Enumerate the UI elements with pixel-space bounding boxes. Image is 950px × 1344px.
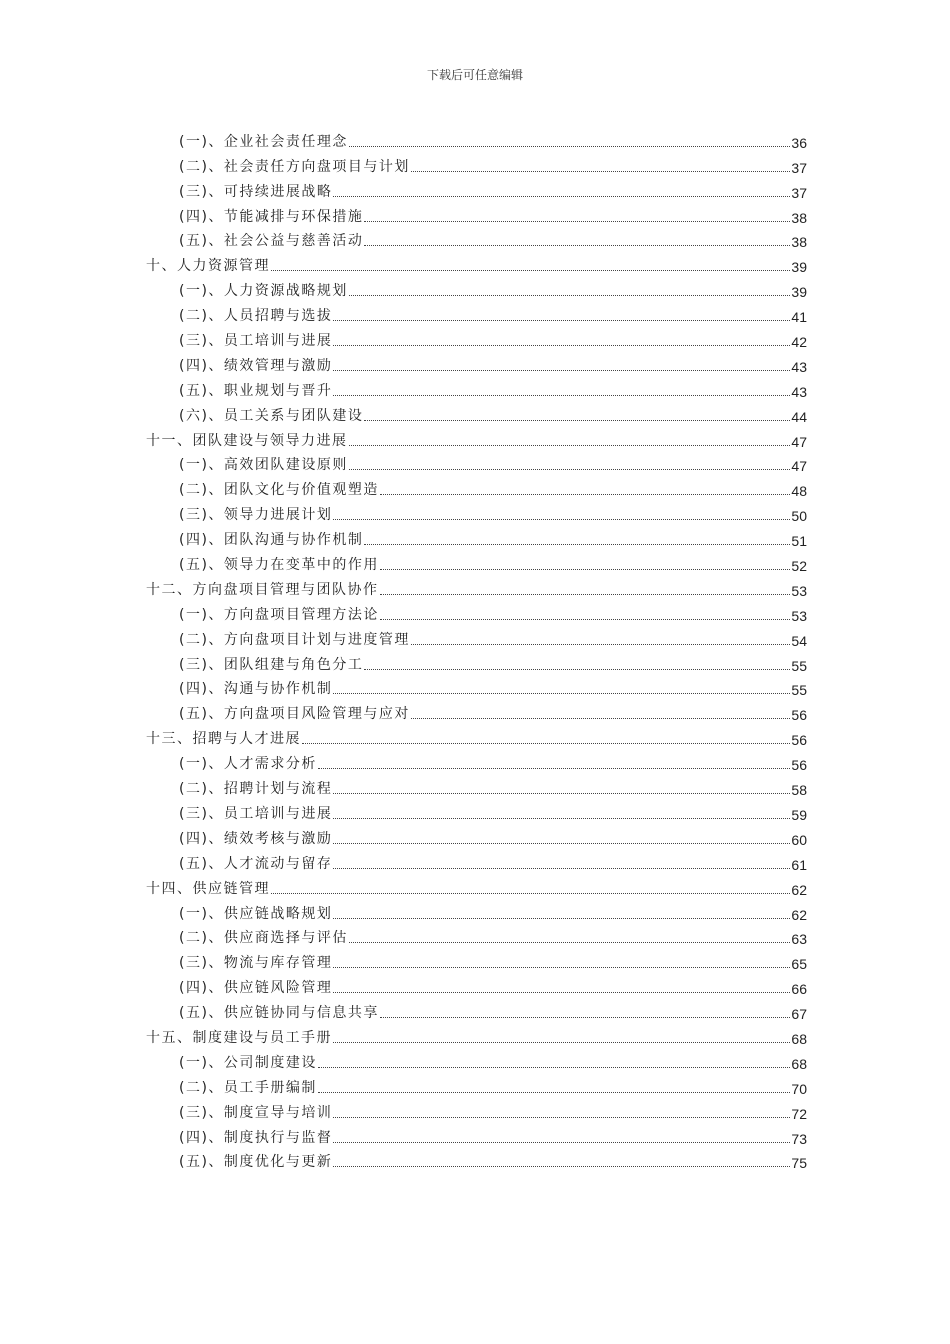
toc-dot-leader [411, 170, 790, 172]
toc-page-number: 67 [791, 1006, 807, 1023]
toc-entry-label: 十二、方向盘项目管理与团队协作 [146, 581, 379, 598]
toc-dot-leader [380, 1016, 790, 1018]
toc-page-number: 63 [791, 931, 807, 948]
toc-page-number: 59 [791, 806, 807, 823]
toc-dot-leader [349, 468, 790, 470]
toc-section-entry[interactable] [146, 674, 807, 699]
toc-section-entry[interactable] [146, 1122, 807, 1147]
toc-dot-leader [333, 344, 790, 346]
toc-page-number: 56 [791, 732, 807, 749]
toc-section-entry[interactable] [146, 375, 807, 400]
toc-dot-leader [333, 1041, 790, 1043]
toc-page-number: 62 [791, 906, 807, 923]
toc-page-number: 36 [791, 134, 807, 151]
toc-dot-leader [318, 1091, 790, 1093]
toc-chapter-entry[interactable] [146, 250, 807, 275]
toc-entry-label: (四)、节能减排与环保措施 [179, 208, 364, 225]
toc-dot-leader [318, 1066, 790, 1068]
toc-entry-label: (四)、团队沟通与协作机制 [179, 532, 364, 549]
toc-entry-label: (四)、供应链风险管理 [179, 980, 333, 997]
toc-page-number: 43 [791, 383, 807, 400]
toc-entry-label: 十一、团队建设与领导力进展 [146, 432, 348, 449]
toc-dot-leader [380, 593, 791, 595]
toc-section-entry[interactable] [146, 972, 807, 997]
toc-dot-leader [411, 643, 790, 645]
toc-entry-label: (一)、公司制度建设 [179, 1054, 317, 1071]
toc-page-number: 55 [791, 657, 807, 674]
toc-dot-leader [271, 269, 790, 271]
toc-entry-label: (五)、领导力在变革中的作用 [179, 557, 379, 574]
toc-dot-leader [333, 518, 790, 520]
toc-entry-label: (三)、员工培训与进展 [179, 333, 333, 350]
toc-dot-leader [380, 618, 790, 620]
toc-section-entry[interactable] [146, 201, 807, 226]
toc-entry-label: (四)、绩效管理与激励 [179, 357, 333, 374]
toc-dot-leader [380, 568, 790, 570]
toc-entry-label: (一)、人力资源战略规划 [179, 283, 348, 300]
toc-dot-leader [364, 668, 790, 670]
toc-entry-label: (五)、供应链协同与信息共享 [179, 1005, 379, 1022]
toc-dot-leader [349, 145, 790, 147]
page-header: 下载后可任意编辑 [426, 68, 523, 82]
toc-entry-label: (二)、供应商选择与评估 [179, 930, 348, 947]
toc-entry-label: (五)、社会公益与慈善活动 [179, 233, 364, 250]
toc-page-number: 70 [791, 1080, 807, 1097]
toc-dot-leader [333, 369, 790, 371]
toc-entry-label: (三)、制度宣导与培训 [179, 1104, 333, 1121]
toc-page-number: 68 [791, 1030, 807, 1047]
toc-entry-label: (五)、人才流动与留存 [179, 855, 333, 872]
toc-dot-leader [333, 1116, 790, 1118]
toc-page-number: 47 [791, 433, 807, 450]
toc-section-entry[interactable] [146, 823, 807, 848]
toc-dot-leader [333, 966, 790, 968]
toc-page-number: 75 [791, 1155, 807, 1172]
toc-section-entry[interactable] [146, 350, 807, 375]
toc-section-entry[interactable] [146, 1047, 807, 1072]
toc-dot-leader [271, 892, 790, 894]
toc-dot-leader [333, 319, 790, 321]
toc-page-number: 54 [791, 632, 807, 649]
toc-page-number: 53 [791, 582, 807, 599]
toc-entry-label: (一)、高效团队建设原则 [179, 457, 348, 474]
toc-chapter-entry[interactable] [146, 425, 807, 450]
toc-dot-leader [349, 294, 790, 296]
toc-entry-label: (一)、企业社会责任理念 [179, 133, 348, 150]
toc-dot-leader [364, 220, 790, 222]
toc-section-entry[interactable] [146, 549, 807, 574]
toc-entry-label: (三)、领导力进展计划 [179, 507, 333, 524]
toc-entry-label: (六)、员工关系与团队建设 [179, 407, 364, 424]
toc-section-entry[interactable] [146, 748, 807, 773]
toc-page-number: 38 [791, 209, 807, 226]
toc-dot-leader [333, 1165, 790, 1167]
toc-page-number: 47 [791, 458, 807, 475]
toc-entry-label: (五)、职业规划与晋升 [179, 382, 333, 399]
toc-dot-leader [333, 792, 790, 794]
toc-dot-leader [333, 394, 790, 396]
toc-dot-leader [364, 244, 790, 246]
toc-page-number: 52 [791, 558, 807, 575]
toc-section-entry[interactable] [146, 450, 807, 475]
toc-dot-leader [302, 742, 790, 744]
toc-chapter-entry[interactable] [146, 723, 807, 748]
toc-entry-label: 十三、招聘与人才进展 [146, 731, 301, 748]
toc-section-entry[interactable] [146, 1097, 807, 1122]
toc-entry-label: 十五、制度建设与员工手册 [146, 1029, 332, 1046]
toc-entry-label: (四)、制度执行与监督 [179, 1129, 333, 1146]
toc-page-number: 56 [791, 707, 807, 724]
toc-chapter-entry[interactable] [146, 1022, 807, 1047]
toc-page-number: 39 [791, 284, 807, 301]
toc-section-entry[interactable] [146, 1072, 807, 1097]
toc-page-number: 73 [791, 1130, 807, 1147]
toc-section-entry[interactable] [146, 126, 807, 151]
toc-section-entry[interactable] [146, 226, 807, 251]
toc-dot-leader [333, 195, 790, 197]
toc-page-number: 48 [791, 483, 807, 500]
toc-dot-leader [411, 717, 790, 719]
toc-section-entry[interactable] [146, 275, 807, 300]
toc-section-entry[interactable] [146, 649, 807, 674]
toc-entry-label: (一)、人才需求分析 [179, 756, 317, 773]
toc-section-entry[interactable] [146, 997, 807, 1022]
toc-dot-leader [318, 767, 790, 769]
toc-page-number: 61 [791, 856, 807, 873]
toc-section-entry[interactable] [146, 599, 807, 624]
toc-page-number: 43 [791, 358, 807, 375]
toc-entry-label: (二)、团队文化与价值观塑造 [179, 482, 379, 499]
toc-page-number: 58 [791, 782, 807, 799]
toc-section-entry[interactable] [146, 773, 807, 798]
toc-section-entry[interactable] [146, 151, 807, 176]
toc-section-entry[interactable] [146, 624, 807, 649]
toc-dot-leader [333, 917, 790, 919]
toc-entry-label: (五)、方向盘项目风险管理与应对 [179, 706, 410, 723]
toc-page-number: 41 [791, 309, 807, 326]
toc-dot-leader [364, 419, 790, 421]
toc-section-entry[interactable] [146, 176, 807, 201]
toc-page-number: 42 [791, 334, 807, 351]
toc-section-entry[interactable] [146, 325, 807, 350]
toc-entry-label: (二)、人员招聘与选拔 [179, 308, 333, 325]
toc-section-entry[interactable] [146, 1147, 807, 1172]
toc-entry-label: (四)、沟通与协作机制 [179, 681, 333, 698]
toc-dot-leader [333, 817, 790, 819]
toc-section-entry[interactable] [146, 300, 807, 325]
toc-page-number: 50 [791, 508, 807, 525]
toc-entry-label: 十、人力资源管理 [146, 258, 270, 275]
toc-chapter-entry[interactable] [146, 873, 807, 898]
toc-entry-label: (二)、社会责任方向盘项目与计划 [179, 158, 410, 175]
toc-dot-leader [333, 842, 790, 844]
toc-page-number: 60 [791, 831, 807, 848]
toc-chapter-entry[interactable] [146, 574, 807, 599]
toc-dot-leader [364, 543, 790, 545]
toc-section-entry[interactable] [146, 524, 807, 549]
toc-section-entry[interactable] [146, 923, 807, 948]
toc-entry-label: (三)、物流与库存管理 [179, 955, 333, 972]
toc-entry-label: (一)、供应链战略规划 [179, 905, 333, 922]
toc-entry-label: (三)、可持续进展战略 [179, 183, 333, 200]
toc-entry-label: (五)、制度优化与更新 [179, 1154, 333, 1171]
toc-dot-leader [333, 692, 790, 694]
toc-entry-label: (四)、绩效考核与激励 [179, 830, 333, 847]
toc-page-number: 51 [791, 533, 807, 550]
toc-entry-label: (三)、团队组建与角色分工 [179, 656, 364, 673]
toc-entry-label: 十四、供应链管理 [146, 880, 270, 897]
toc-page-number: 53 [791, 607, 807, 624]
toc-section-entry[interactable] [146, 947, 807, 972]
toc-page-number: 68 [791, 1055, 807, 1072]
toc-page-number: 66 [791, 981, 807, 998]
toc-page-number: 62 [791, 881, 807, 898]
toc-page-number: 65 [791, 956, 807, 973]
table-of-contents [146, 126, 807, 1171]
toc-page-number: 44 [791, 408, 807, 425]
toc-entry-label: (三)、员工培训与进展 [179, 805, 333, 822]
toc-entry-label: (一)、方向盘项目管理方法论 [179, 606, 379, 623]
toc-section-entry[interactable] [146, 798, 807, 823]
toc-section-entry[interactable] [146, 848, 807, 873]
toc-section-entry[interactable] [146, 400, 807, 425]
toc-section-entry[interactable] [146, 474, 807, 499]
toc-dot-leader [380, 493, 790, 495]
toc-dot-leader [333, 991, 790, 993]
toc-section-entry[interactable] [146, 499, 807, 524]
toc-dot-leader [333, 867, 790, 869]
toc-section-entry[interactable] [146, 898, 807, 923]
toc-page-number: 37 [791, 159, 807, 176]
toc-entry-label: (二)、员工手册编制 [179, 1079, 317, 1096]
toc-page-number: 55 [791, 682, 807, 699]
toc-dot-leader [349, 941, 790, 943]
toc-entry-label: (二)、方向盘项目计划与进度管理 [179, 631, 410, 648]
toc-page-number: 56 [791, 757, 807, 774]
toc-dot-leader [333, 1141, 790, 1143]
toc-section-entry[interactable] [146, 698, 807, 723]
toc-page-number: 39 [791, 259, 807, 276]
toc-entry-label: (二)、招聘计划与流程 [179, 781, 333, 798]
toc-dot-leader [349, 444, 791, 446]
toc-page-number: 38 [791, 234, 807, 251]
toc-page-number: 37 [791, 184, 807, 201]
toc-page-number: 72 [791, 1105, 807, 1122]
